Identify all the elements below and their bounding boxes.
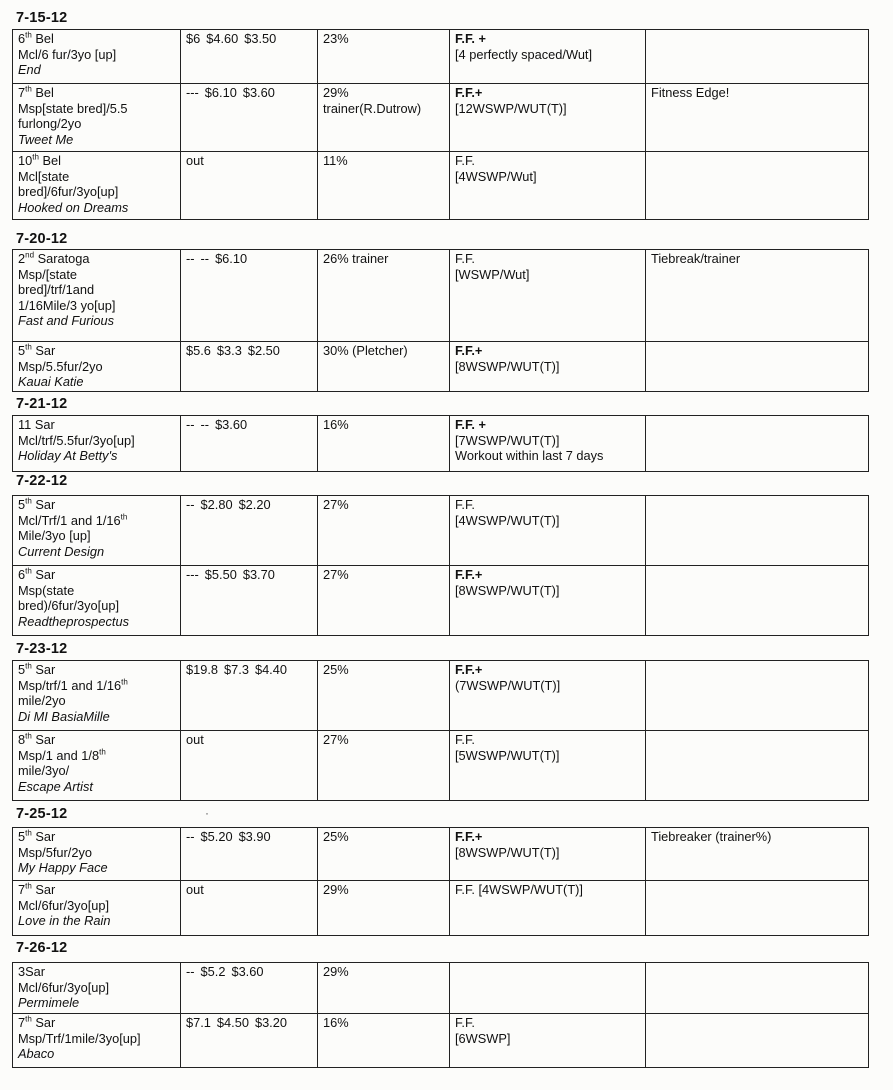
payout-value: $7.1 <box>186 1015 211 1030</box>
workout-pattern: F.F.+ <box>455 567 483 582</box>
payout-value: -- <box>200 251 210 266</box>
payout-value: out <box>186 732 204 747</box>
note-cell <box>646 566 869 636</box>
payout-cell <box>181 84 318 152</box>
race-line: Mcl/6 fur/3yo [up] <box>18 46 117 62</box>
note-cell <box>646 881 869 936</box>
race-cell <box>13 661 181 731</box>
workout-pattern: F.F.+ <box>455 662 483 677</box>
race-line: 5th Sar <box>18 828 56 844</box>
horse-name: Fast and Furious <box>18 313 115 328</box>
section-date: 7-26-12 <box>16 940 68 956</box>
table-row <box>13 342 869 392</box>
workout-pattern-cell <box>450 30 646 84</box>
race-line: Msp[state bred]/5.5 <box>18 100 128 116</box>
payout-value: $5.20 <box>200 829 233 844</box>
horse-name: Kauai Katie <box>18 374 84 389</box>
workout-pattern: F.F. <box>455 1015 475 1030</box>
trainer-pct: 27% <box>323 497 349 512</box>
race-line: 5th Sar <box>18 342 56 358</box>
note-cell <box>646 152 869 220</box>
payout-value: $19.8 <box>186 662 219 677</box>
race-line: Mcl/Trf/1 and 1/16th <box>18 512 128 528</box>
race-line: furlong/2yo <box>18 116 82 131</box>
workout-pattern: F.F. <box>455 251 475 266</box>
race-line: Mcl/6fur/3yo[up] <box>18 897 110 913</box>
horse-name: End <box>18 62 41 77</box>
horse-name: Abaco <box>18 1046 55 1061</box>
payout-value: $3.50 <box>244 31 277 46</box>
trainer-pct: 27% <box>323 732 349 747</box>
workout-pattern-cell <box>450 566 646 636</box>
trainer-pct: 29% <box>323 964 349 979</box>
payout-value: $5.2 <box>200 964 226 979</box>
race-line: 7th Sar <box>18 1014 56 1030</box>
workout-pattern-cell <box>450 1014 646 1068</box>
payout-cell <box>181 731 318 801</box>
race-cell <box>13 416 181 472</box>
race-line: mile/2yo <box>18 693 66 708</box>
race-line: Msp/trf/1 and 1/16th <box>18 677 128 693</box>
race-cell <box>13 84 181 152</box>
payout-value: -- <box>186 251 195 266</box>
payout-value: $3.60 <box>231 964 264 979</box>
payout-cell <box>181 1014 318 1068</box>
workout-pattern: [6WSWP] <box>455 1030 511 1046</box>
section-date: 7-23-12 <box>16 641 68 657</box>
workout-pattern-cell <box>450 342 646 392</box>
race-line: Mcl[state <box>18 168 70 184</box>
payout-value: out <box>186 153 204 168</box>
trainer-pct-cell <box>318 342 450 392</box>
trainer-pct-cell <box>318 828 450 881</box>
horse-name: My Happy Face <box>18 860 108 875</box>
race-line: bred]/trf/1and <box>18 282 95 297</box>
workout-pattern: [4 perfectly spaced/Wut] <box>455 46 593 62</box>
workout-pattern-cell <box>450 496 646 566</box>
note-cell <box>646 496 869 566</box>
race-table <box>12 415 869 472</box>
payout-value: $6.10 <box>215 251 248 266</box>
race-line: Msp/Trf/1mile/3yo[up] <box>18 1030 141 1046</box>
note-text: Tiebreak/trainer <box>651 251 741 266</box>
workout-pattern-cell <box>450 828 646 881</box>
race-cell <box>13 250 181 342</box>
trainer-pct: 16% <box>323 1015 349 1030</box>
payout-value: $6.10 <box>204 85 237 100</box>
trainer-pct-cell <box>318 84 450 152</box>
payout-cell <box>181 152 318 220</box>
trainer-pct-cell <box>318 416 450 472</box>
workout-pattern: [8WSWP/WUT(T)] <box>455 844 560 860</box>
race-table <box>12 29 869 220</box>
horse-name: Di MI BasiaMille <box>18 708 110 724</box>
payout-value: out <box>186 882 204 897</box>
payout-value: -- <box>186 829 195 844</box>
table-row <box>13 416 869 472</box>
workout-pattern-cell <box>450 152 646 220</box>
section-date: 7-21-12 <box>16 396 68 412</box>
horse-name: Current Design <box>18 543 105 559</box>
note-cell <box>646 731 869 801</box>
workout-pattern: F.F.+ <box>455 343 483 358</box>
race-line: 6th Bel <box>18 30 54 46</box>
trainer-pct: trainer(R.Dutrow) <box>323 100 422 116</box>
race-table <box>12 827 869 936</box>
payout-value: $5.6 <box>186 343 211 358</box>
payout-cell <box>181 30 318 84</box>
workout-pattern: (7WSWP/WUT(T)] <box>455 677 561 693</box>
workout-pattern: F.F. + <box>455 417 486 432</box>
race-cell <box>13 963 181 1014</box>
trainer-pct-cell <box>318 881 450 936</box>
race-cell <box>13 30 181 84</box>
trainer-pct: 29% <box>323 85 349 100</box>
trainer-pct-cell <box>318 152 450 220</box>
payout-value: -- <box>186 497 195 512</box>
workout-pattern: Workout within last 7 days <box>455 448 604 463</box>
workout-pattern-cell <box>450 84 646 152</box>
workout-pattern: F.F. + <box>455 31 486 46</box>
payout-value: $3.3 <box>216 343 242 358</box>
race-line: Mile/3yo [up] <box>18 528 91 543</box>
payout-value: --- <box>186 567 199 582</box>
trainer-pct-cell <box>318 731 450 801</box>
workout-pattern: [8WSWP/WUT(T)] <box>455 582 560 598</box>
workout-pattern: F.F.+ <box>455 829 483 844</box>
trainer-pct: 25% <box>323 662 349 677</box>
trainer-pct: 16% <box>323 417 349 432</box>
scan-mark: · <box>205 806 209 820</box>
workout-pattern: F.F.+ <box>455 85 483 100</box>
payout-cell <box>181 416 318 472</box>
workout-pattern: [7WSWP/WUT(T)] <box>455 432 560 448</box>
workout-pattern-cell <box>450 250 646 342</box>
payout-cell <box>181 881 318 936</box>
race-line: 1/16Mile/3 yo[up] <box>18 297 116 313</box>
note-cell <box>646 342 869 392</box>
race-line: 5th Sar <box>18 496 56 512</box>
race-table <box>12 495 869 636</box>
note-cell <box>646 84 869 152</box>
payout-value: -- <box>186 964 195 979</box>
table-row <box>13 152 869 220</box>
workout-pattern: F.F. <box>455 497 475 512</box>
note-cell <box>646 661 869 731</box>
workout-pattern-cell <box>450 731 646 801</box>
race-line: Msp/5.5fur/2yo <box>18 358 103 374</box>
horse-name: Holiday At Betty's <box>18 448 118 463</box>
workout-pattern: F.F. [4WSWP/WUT(T)] <box>455 882 583 897</box>
workout-pattern-cell <box>450 416 646 472</box>
trainer-pct: 29% <box>323 882 349 897</box>
payout-value: $3.70 <box>242 567 275 582</box>
payout-value: -- <box>200 417 210 432</box>
workout-pattern-cell <box>450 661 646 731</box>
trainer-pct-cell <box>318 1014 450 1068</box>
race-line: mile/3yo/ <box>18 763 70 778</box>
workout-pattern: [4WSWP/Wut] <box>455 168 537 184</box>
note-cell <box>646 1014 869 1068</box>
payout-value: $2.20 <box>238 497 271 512</box>
payout-value: $7.3 <box>224 662 249 677</box>
payout-cell <box>181 496 318 566</box>
payout-cell <box>181 342 318 392</box>
note-cell <box>646 30 869 84</box>
race-line: 7th Sar <box>18 881 56 897</box>
payout-value: $3.90 <box>238 829 271 844</box>
note-text: Fitness Edge! <box>651 85 730 100</box>
table-row <box>13 828 869 881</box>
race-cell <box>13 566 181 636</box>
horse-name: Hooked on Dreams <box>18 199 129 215</box>
payout-cell <box>181 250 318 342</box>
race-line: 7th Bel <box>18 84 54 100</box>
payout-value: --- <box>186 85 199 100</box>
race-line: 5th Sar <box>18 661 56 677</box>
race-line: Mcl/6fur/3yo[up] <box>18 979 110 995</box>
race-line: bred)/6fur/3yo[up] <box>18 598 120 613</box>
section-date: 7-15-12 <box>16 10 68 26</box>
workout-pattern: F.F. <box>455 732 475 747</box>
race-cell <box>13 496 181 566</box>
payout-value: $4.60 <box>206 31 239 46</box>
table-row <box>13 881 869 936</box>
workout-pattern-cell <box>450 963 646 1014</box>
workout-pattern: F.F. <box>455 153 475 168</box>
horse-name: Tweet Me <box>18 131 74 147</box>
section-date: 7-20-12 <box>16 231 68 247</box>
race-table <box>12 249 869 392</box>
trainer-pct-cell <box>318 566 450 636</box>
payout-value: $3.20 <box>254 1015 287 1030</box>
workout-pattern: [8WSWP/WUT(T)] <box>455 358 560 374</box>
trainer-pct-cell <box>318 496 450 566</box>
table-row <box>13 30 869 84</box>
race-line: 2nd Saratoga <box>18 250 90 266</box>
horse-name: Permimele <box>18 995 80 1010</box>
horse-name: Love in the Rain <box>18 913 111 928</box>
race-line: 6th Sar <box>18 566 56 582</box>
trainer-pct-cell <box>318 30 450 84</box>
trainer-pct: 26% trainer <box>323 251 389 266</box>
race-line: bred]/6fur/3yo[up] <box>18 184 119 199</box>
note-text: Tiebreaker (trainer%) <box>651 829 772 844</box>
note-cell <box>646 416 869 472</box>
table-row <box>13 250 869 342</box>
trainer-pct-cell <box>318 661 450 731</box>
payout-value: $3.60 <box>215 417 248 432</box>
race-line: Msp/[state <box>18 266 78 282</box>
race-cell <box>13 152 181 220</box>
horse-name: Readtheprospectus <box>18 613 129 629</box>
race-cell <box>13 828 181 881</box>
race-table <box>12 660 869 801</box>
race-line: Msp(state <box>18 582 75 598</box>
payout-value: $5.50 <box>204 567 237 582</box>
race-line: 3Sar <box>18 964 46 979</box>
race-cell <box>13 1014 181 1068</box>
workout-pattern: [4WSWP/WUT(T)] <box>455 512 560 528</box>
race-table <box>12 962 869 1068</box>
workout-pattern: [5WSWP/WUT(T)] <box>455 747 560 763</box>
table-row <box>13 731 869 801</box>
table-row <box>13 661 869 731</box>
race-cell <box>13 731 181 801</box>
payout-value: $4.40 <box>254 662 287 677</box>
note-cell <box>646 828 869 881</box>
race-cell <box>13 881 181 936</box>
race-line: 10th Bel <box>18 152 61 168</box>
note-cell <box>646 250 869 342</box>
horse-name: Escape Artist <box>18 778 93 794</box>
payout-cell <box>181 828 318 881</box>
payout-value: $2.80 <box>200 497 233 512</box>
table-row <box>13 84 869 152</box>
trainer-pct: 25% <box>323 829 349 844</box>
trainer-pct: 30% (Pletcher) <box>323 343 408 358</box>
section-date: 7-22-12 <box>16 473 68 489</box>
workout-pattern: [12WSWP/WUT(T)] <box>455 100 567 116</box>
workout-pattern-cell <box>450 881 646 936</box>
race-cell <box>13 342 181 392</box>
payout-value: $3.60 <box>242 85 275 100</box>
payout-value: $4.50 <box>216 1015 249 1030</box>
trainer-pct-cell <box>318 250 450 342</box>
trainer-pct-cell <box>318 963 450 1014</box>
note-cell <box>646 963 869 1014</box>
trainer-pct: 23% <box>323 31 349 46</box>
race-line: Msp/5fur/2yo <box>18 844 92 860</box>
table-row <box>13 566 869 636</box>
section-date: 7-25-12 <box>16 806 68 822</box>
payout-cell <box>181 661 318 731</box>
payout-value: -- <box>186 417 195 432</box>
table-row <box>13 1014 869 1068</box>
payout-value: $2.50 <box>247 343 280 358</box>
payout-cell <box>181 963 318 1014</box>
payout-value: $6 <box>186 31 201 46</box>
race-line: 11 Sar <box>18 417 55 432</box>
table-row <box>13 496 869 566</box>
race-line: Msp/1 and 1/8th <box>18 747 106 763</box>
payout-cell <box>181 566 318 636</box>
trainer-pct: 11% <box>323 153 348 168</box>
race-line: Mcl/trf/5.5fur/3yo[up] <box>18 432 135 448</box>
workout-pattern: [WSWP/Wut] <box>455 266 530 282</box>
race-line: 8th Sar <box>18 731 56 747</box>
table-row <box>13 963 869 1014</box>
trainer-pct: 27% <box>323 567 349 582</box>
